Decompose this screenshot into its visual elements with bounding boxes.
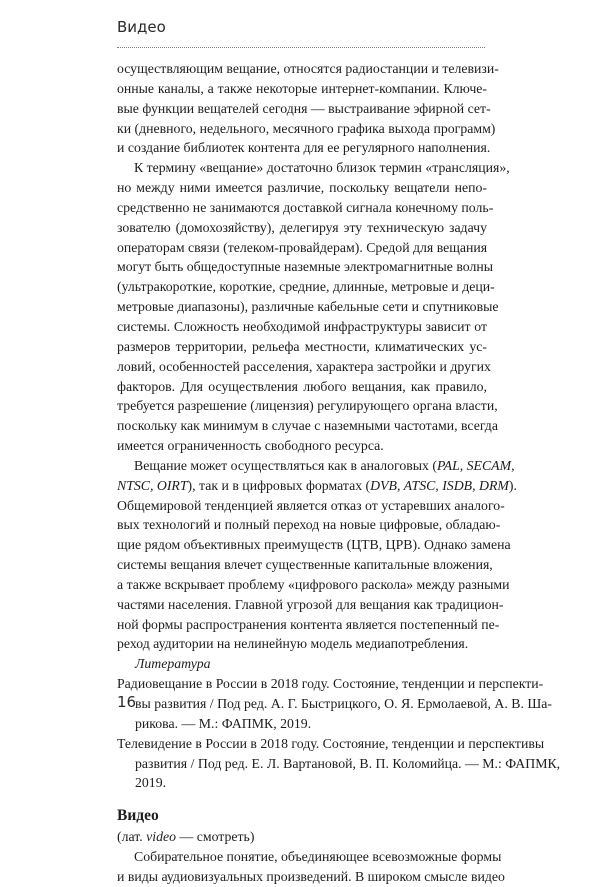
text-line: размеров территории, рельефа местности, климатических ус- bbox=[117, 338, 487, 354]
reference-line: рикова. — М.: ФАПМК, 2019. bbox=[135, 715, 312, 731]
text-line: а также вскрывает проблему «цифрового раскола» между разными bbox=[117, 576, 510, 592]
entry-etymology: (лат. video — смотреть) bbox=[117, 829, 255, 845]
text-line: (ультракороткие, короткие, средние, длинные, метровые и деци- bbox=[117, 279, 495, 295]
text-line: зователю (домохозяйству), делегируя эту техническую задачу bbox=[117, 219, 487, 235]
text-line: могут быть общедоступные наземные электромагнитные волны bbox=[117, 259, 494, 275]
text-line: частями населения. Главной угрозой для вещания как традицион- bbox=[117, 596, 504, 612]
text-line: и создание библиотек контента для ее регулярного наполнения. bbox=[117, 140, 491, 156]
text-line: вых технологий и полный переход на новые цифровые, обладаю- bbox=[117, 517, 501, 533]
header-rule bbox=[117, 47, 485, 48]
text-line: Собирательное понятие, объединяющее всевозможные формы bbox=[134, 849, 502, 865]
text-line: факторов. Для осуществления любого вещания, как правило, bbox=[117, 378, 487, 394]
reference-line: 2019. bbox=[135, 775, 167, 791]
text-line: ловий, особенностей расселения, характера застройки и других bbox=[117, 358, 491, 374]
text-line: Общемировой тенденцией является отказ от устаревших аналого- bbox=[117, 497, 505, 513]
page-number: 16 bbox=[117, 693, 137, 711]
text-line: метровые диапазоны), различные кабельные сети и спутниковые bbox=[117, 299, 499, 315]
text-line: ки (дневного, недельного, месячного графика выхода программ) bbox=[117, 120, 496, 136]
text-line: имеется ограниченность свободного ресурса. bbox=[117, 438, 384, 454]
text-line: К термину «вещание» достаточно близок термин «трансляция», bbox=[134, 160, 510, 176]
running-head: Видео bbox=[117, 18, 166, 36]
reference-line: вы развития / Под ред. А. Г. Быстрицкого, О. Я. Ермолаевой, А. В. Ша- bbox=[135, 696, 553, 711]
text-line: ной формы распространения контента является постепенный пе- bbox=[117, 616, 500, 632]
text-line: онные каналы, а также некоторые интернет-компании. Ключе- bbox=[117, 80, 487, 96]
text-line: реход аудитории на нелинейную модель медиапотребления. bbox=[117, 636, 469, 652]
text-line: осуществляющим вещание, относятся радиостанции и телевизи- bbox=[117, 61, 499, 76]
text-line: но между ними имеется различие, поскольку вещатели непо- bbox=[117, 180, 487, 196]
text-line: и виды аудиовизуальных произведений. В широком смысле видео bbox=[117, 868, 505, 884]
section-gap bbox=[117, 793, 487, 805]
entry-title: Видео bbox=[117, 807, 159, 825]
text-line: вые функции вещателей сегодня — выстраивание эфирной сет- bbox=[117, 100, 491, 116]
text-line: средственно не занимаются доставкой сигнала конечному поль- bbox=[117, 199, 494, 215]
page-text bbox=[117, 59, 561, 887]
text-line: Вещание может осуществляться как в аналоговых (PAL, SECAM, bbox=[134, 457, 515, 473]
text-line: NTSC, OIRT), так и в цифровых форматах (DVB, ATSC, ISDB, DRM). bbox=[117, 477, 517, 493]
reference-line: Телевидение в России в 2018 году. Состояние, тенденции и перспективы bbox=[117, 735, 545, 751]
text-line: поскольку как минимум в случае с наземными частотами, всегда bbox=[117, 418, 498, 434]
reference-line: Радиовещание в России в 2018 году. Состояние, тенденции и перспекти- bbox=[117, 676, 544, 692]
text-line: системы вещания влечет существенные капитальные вложения, bbox=[117, 557, 493, 573]
literature-label: Литература bbox=[135, 656, 211, 672]
reference-line: развития / Под ред. Е. Л. Вартановой, В. П. Коломийца. — М.: ФАПМК, bbox=[135, 755, 561, 771]
text-line: щие рядом объективных преимуществ (ЦТВ, ЦРВ). Однако замена bbox=[117, 537, 511, 553]
text-line: системы. Сложность необходимой инфраструктуры зависит от bbox=[117, 318, 487, 334]
text-line: операторам связи (телеком-провайдерам). Средой для вещания bbox=[117, 239, 488, 255]
text-line: требуется разрешение (лицензия) регулирующего органа власти, bbox=[117, 398, 498, 414]
